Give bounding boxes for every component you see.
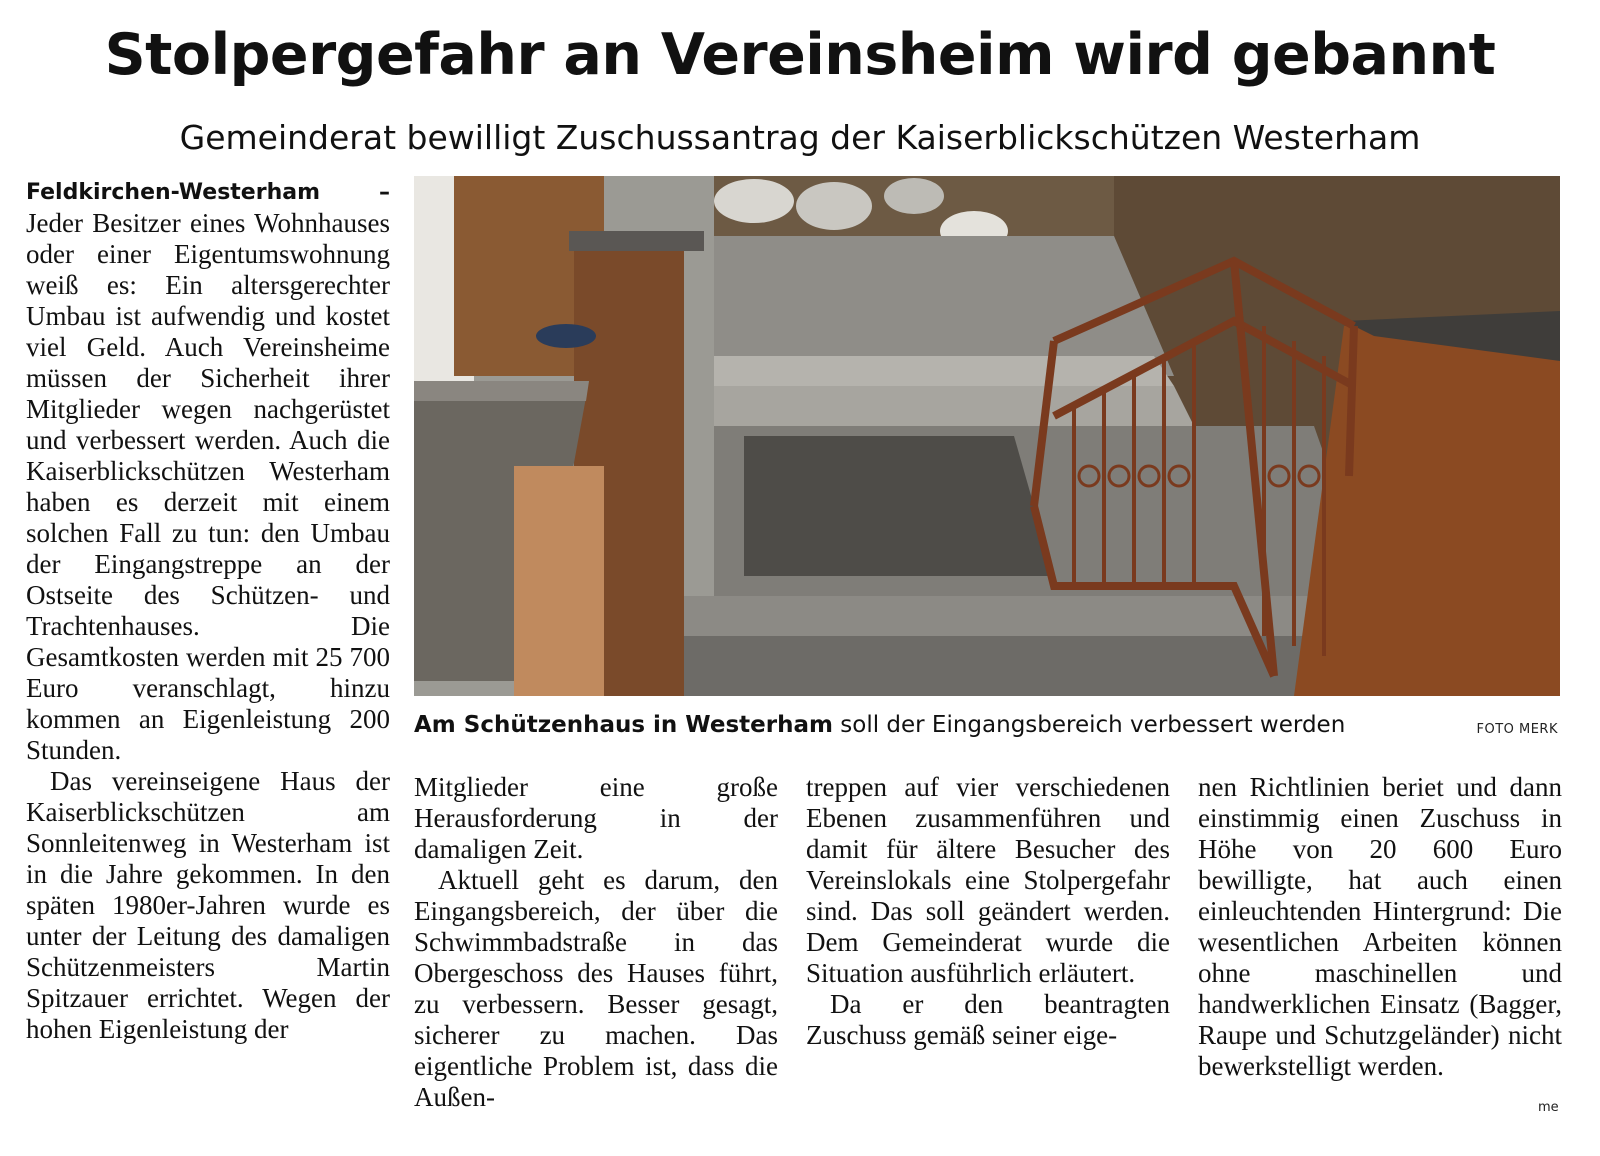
author-initials: me xyxy=(1538,1100,1559,1115)
article-paragraph-1 xyxy=(26,175,390,766)
caption-bold: Am Schützenhaus in Westerham xyxy=(414,712,833,738)
headline: Stolpergefahr an Vereinsheim wird gebannt xyxy=(104,22,1496,88)
photo-image xyxy=(414,176,1560,696)
article-column-4 xyxy=(1198,772,1562,1082)
article-paragraph-2: Das vereinseigene Haus der Kaiserblickschützen am Sonnleitenweg in Westerham ist in die Jahre gekommen. In den späten 1980er-Jahren wurde es unter der Leitung des damaligen Schützenmeisters Martin Spitzauer errichtet. Wegen der hohen Eigenleistung der xyxy=(26,766,390,1044)
article-column-1 xyxy=(26,175,390,1045)
article-column-2 xyxy=(414,772,778,1113)
article-column-3 xyxy=(806,772,1170,1051)
caption-text: soll der Eingangsbereich verbessert werden xyxy=(832,712,1346,738)
paragraph-1-text: Jeder Besitzer eines Wohnhauses oder einer Eigentumswohnung weiß es: Ein altersgerechter Umbau ist aufwendig und kostet viel Geld. Auch Vereinsheime müssen der Sicherheit ihrer Mitglieder wegen nachgerüstet und verbessert werden. Auch die Kaiserblickschützen Westerham haben es derzeit mit einem solchen Fall zu tun: den Umbau der Eingangstreppe an der Ostseite des Schützen- und Trachtenhauses. Die Gesamtkosten werden mit 25 700 Euro veranschlagt, hinzu kommen an Eigenleistung 200 Stunden. xyxy=(26,208,390,765)
article-paragraph-3: Aktuell geht es darum, den Eingangsbereich, der über die Schwimmbadstraße in das Obergeschoss des Hauses führt, zu verbessern. Besser gesagt, sicherer zu machen. Das eigentliche Problem ist, dass die Außen- xyxy=(414,865,778,1112)
subheadline: Gemeinderat bewilligt Zuschussantrag der Kaiserblickschützen Westerham xyxy=(179,118,1421,157)
dateline: Feldkirchen-Westerham – xyxy=(26,180,390,205)
photo-credit: FOTO MERK xyxy=(1476,722,1558,737)
photo-caption xyxy=(414,712,1560,738)
article-photo xyxy=(414,176,1560,696)
article-paragraph-3-continued: treppen auf vier verschiedenen Ebenen zusammenführen und damit für ältere Besucher des Vereinslokals eine Stolpergefahr sind. Das soll geändert werden. Dem Gemeinderat wurde die Situation ausführlich erläutert. xyxy=(806,772,1170,988)
article-paragraph-2-continued: Mitglieder eine große Herausforderung in der damaligen Zeit. xyxy=(414,772,778,864)
article-paragraph-4-continued: nen Richtlinien beriet und dann einstimmig einen Zuschuss in Höhe von 20 600 Euro bewilligte, hat auch einen einleuchtenden Hintergrund: Die wesentlichen Arbeiten können ohne maschinellen und handwerklichen Einsatz (Bagger, Raupe und Schutzgeländer) nicht bewerkstelligt werden. xyxy=(1198,772,1562,1081)
article-paragraph-4: Da er den beantragten Zuschuss gemäß seiner eige- xyxy=(806,989,1170,1050)
